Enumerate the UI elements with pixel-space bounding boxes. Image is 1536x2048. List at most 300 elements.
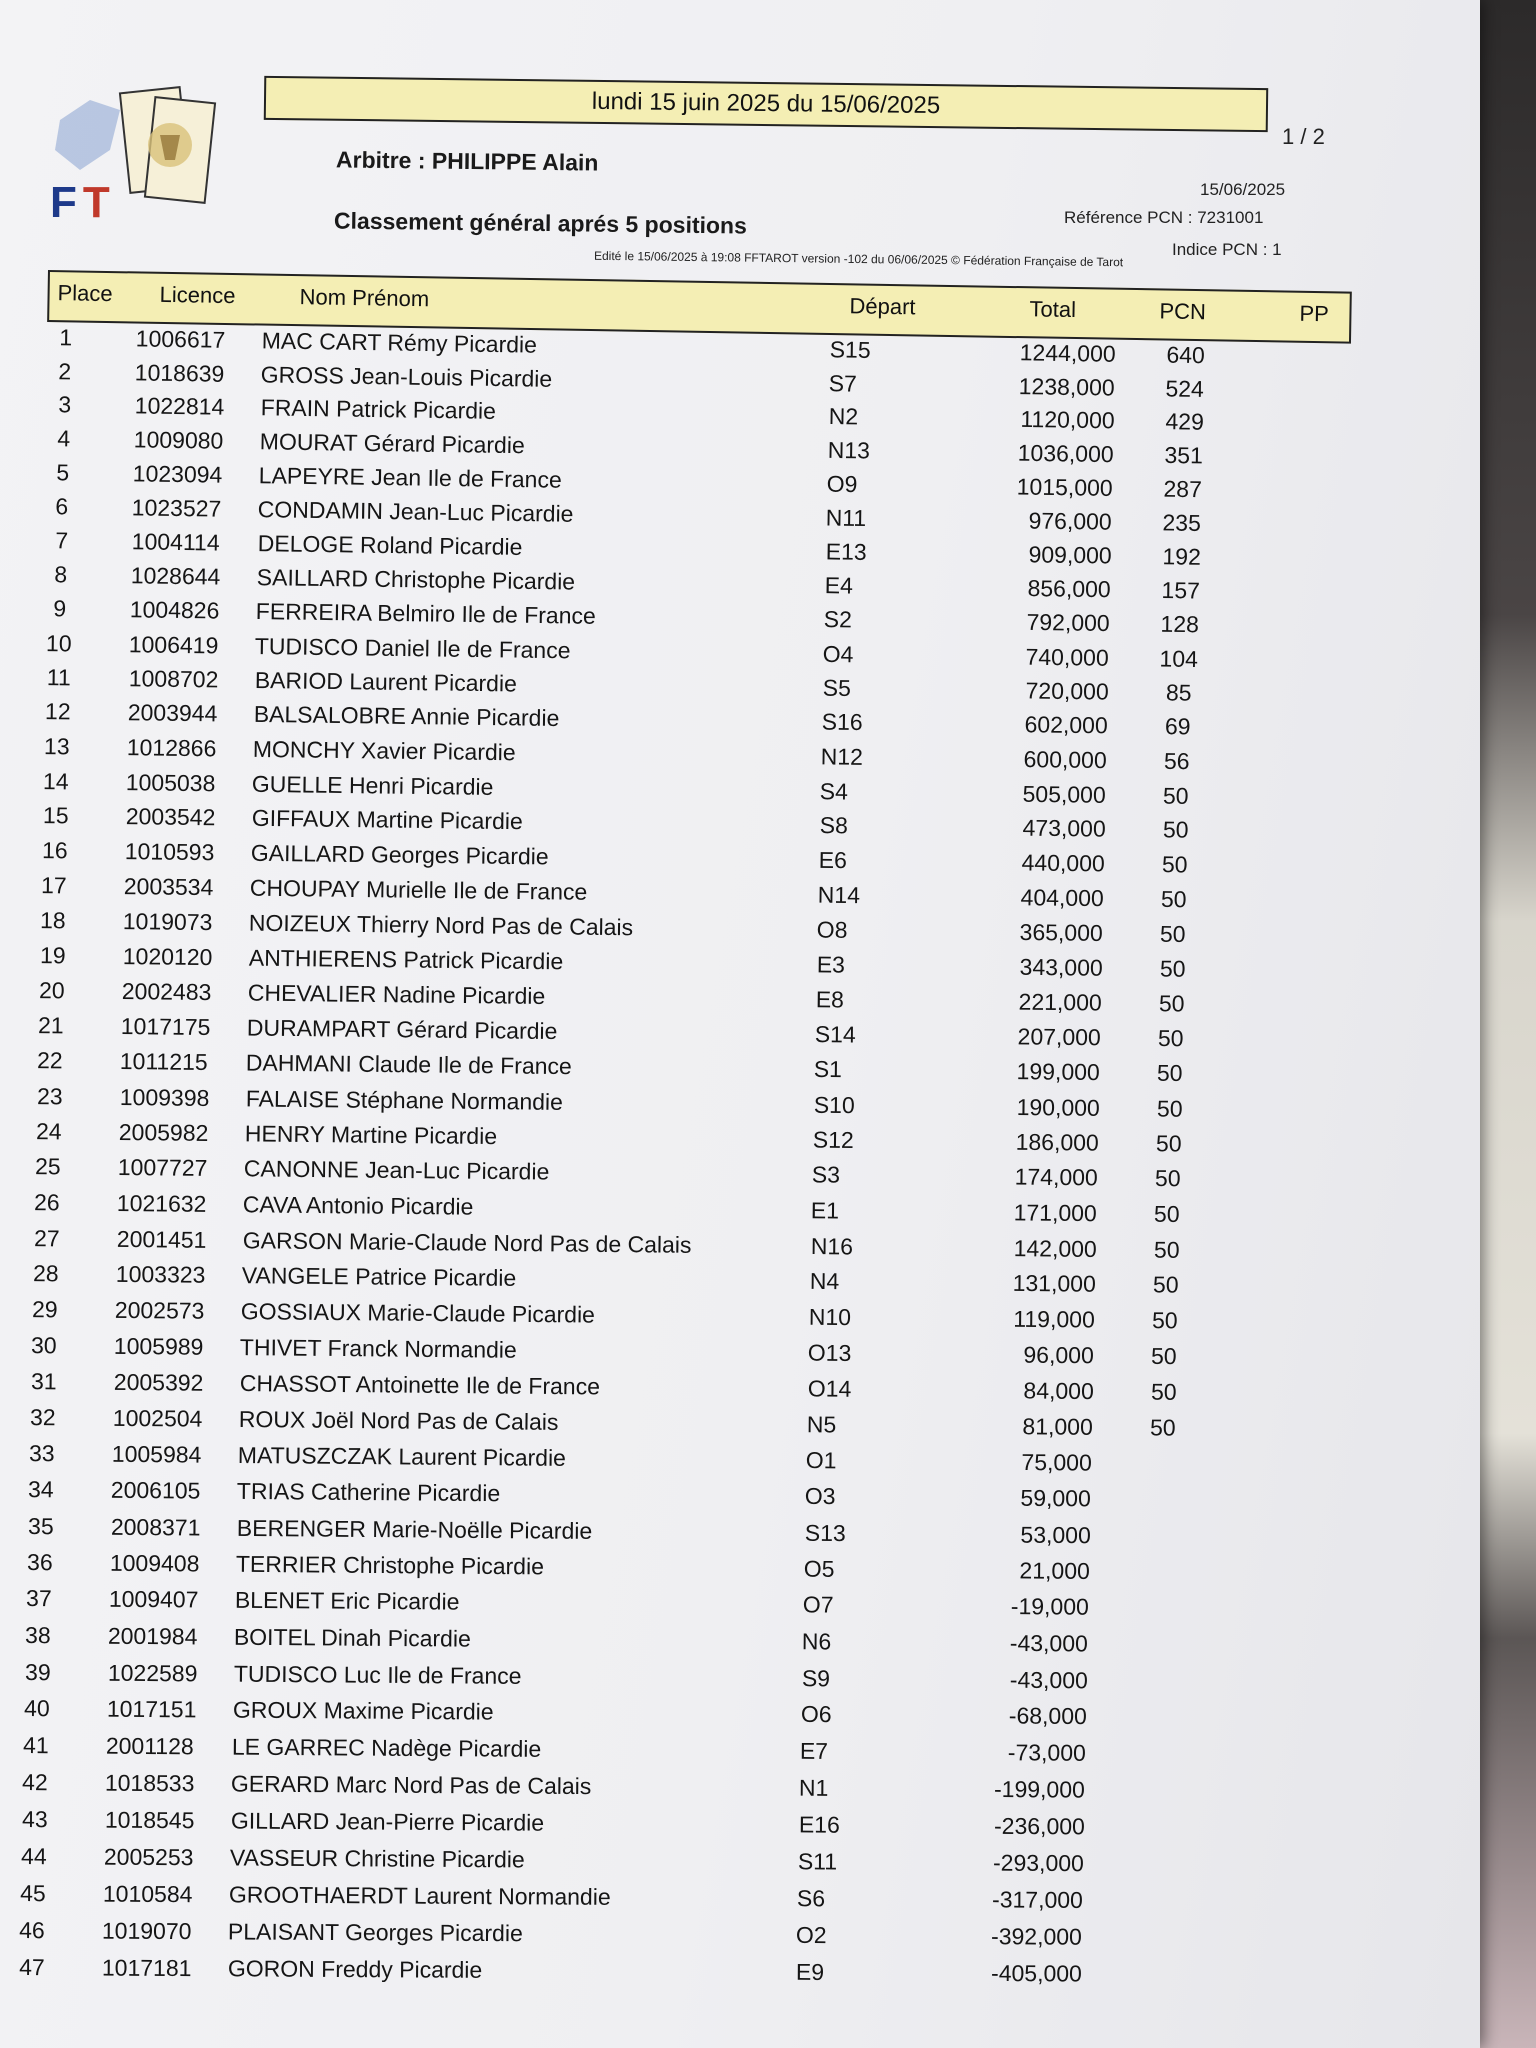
cell-total: 404,000 [1020, 884, 1104, 912]
cell-place: 18 [40, 906, 67, 934]
cell-total: -236,000 [993, 1812, 1085, 1840]
cell-place: 9 [53, 595, 67, 622]
cell-depart: E16 [798, 1811, 840, 1838]
cell-depart: S2 [823, 606, 853, 633]
classement-heading: Classement général aprés 5 positions [333, 207, 748, 239]
cell-licence: 2005253 [103, 1843, 194, 1870]
cell-pcn [1115, 1777, 1195, 1778]
cell-licence: 1019073 [122, 907, 213, 935]
table-row [17, 1695, 1257, 1734]
cell-nom: NOIZEUX Thierry Nord Pas de Calais [248, 909, 634, 941]
cell-depart: S15 [829, 336, 871, 363]
cell-licence: 1004826 [129, 596, 220, 624]
cell-place: 42 [22, 1768, 49, 1796]
cell-pcn: 235 [1162, 509, 1202, 536]
cell-depart: S12 [812, 1126, 854, 1153]
cell-nom: GERARD Marc Nord Pas de Calais [231, 1770, 592, 1799]
cell-pcn [1117, 1704, 1197, 1705]
cell-depart: N14 [817, 881, 861, 909]
table-row [13, 1880, 1253, 1918]
cell-depart: N10 [808, 1303, 852, 1331]
cell-licence: 1012866 [126, 734, 217, 762]
cell-total: -405,000 [990, 1960, 1082, 1987]
cell-pcn: 287 [1163, 475, 1203, 503]
logo-text: FT [50, 178, 116, 227]
column-header-nom: Nom Prénom [299, 284, 430, 312]
cell-total: 909,000 [1027, 541, 1112, 569]
cell-licence: 2003534 [123, 872, 214, 901]
cell-licence: 1022814 [134, 392, 225, 421]
cell-total: 174,000 [1014, 1163, 1098, 1191]
cell-licence: 1017175 [120, 1013, 211, 1041]
cell-licence: 1017151 [106, 1695, 197, 1723]
cell-pcn: 104 [1159, 645, 1199, 672]
cell-total: 473,000 [1021, 814, 1106, 842]
cell-licence: 2001984 [108, 1622, 198, 1650]
edition-note: Edité le 15/06/2025 à 19:08 FFTAROT version -102 du 06/06/2025 © Fédération Française de Tarot [593, 248, 1124, 270]
cell-depart: N11 [825, 504, 867, 532]
cell-total: 221,000 [1018, 988, 1102, 1016]
cell-place: 33 [28, 1440, 55, 1467]
cell-pcn [1118, 1631, 1198, 1632]
cell-nom: MONCHY Xavier Picardie [252, 735, 516, 766]
cell-depart: N1 [799, 1774, 829, 1801]
cell-pcn: 50 [1158, 990, 1185, 1017]
table-row [21, 1476, 1261, 1517]
cell-place: 17 [40, 871, 67, 899]
cell-pcn [1114, 1850, 1194, 1851]
table-row [17, 1659, 1257, 1699]
cell-place: 36 [26, 1549, 53, 1576]
cell-total: 84,000 [1022, 1377, 1094, 1405]
cell-licence: 1010593 [124, 838, 215, 866]
cell-licence: 1006617 [135, 325, 226, 353]
cell-total: 186,000 [1015, 1128, 1099, 1156]
cell-total: 976,000 [1028, 507, 1113, 535]
cell-pcn: 50 [1161, 851, 1188, 878]
cell-pcn: 50 [1157, 1059, 1183, 1087]
cell-place: 21 [37, 1012, 64, 1039]
cell-depart: O9 [826, 470, 858, 498]
cell-pcn: 50 [1150, 1378, 1177, 1405]
cell-licence: 1018533 [105, 1769, 195, 1797]
cell-total: -68,000 [1008, 1702, 1087, 1730]
cell-pcn: 50 [1157, 1024, 1184, 1052]
cell-depart: S8 [819, 812, 848, 839]
table-row [25, 1260, 1265, 1302]
cell-depart: O14 [807, 1375, 851, 1402]
cell-licence: 2005392 [113, 1368, 204, 1396]
cell-pcn: 50 [1154, 1200, 1180, 1228]
table-row [15, 1769, 1255, 1808]
cell-depart: S13 [804, 1519, 846, 1546]
cell-place: 19 [39, 941, 66, 969]
cell-licence: 2001128 [105, 1732, 194, 1760]
cell-licence: 1004114 [131, 528, 220, 556]
cell-place: 27 [33, 1224, 60, 1251]
cell-place: 39 [24, 1658, 51, 1685]
cell-total: 1036,000 [1017, 439, 1114, 468]
cell-total: 190,000 [1016, 1093, 1100, 1121]
cell-total: -43,000 [1009, 1629, 1089, 1657]
cell-total: 171,000 [1013, 1199, 1098, 1227]
table-row [22, 1404, 1262, 1445]
cell-pcn: 50 [1153, 1236, 1180, 1263]
cell-nom: CHASSOT Antoinette Ile de France [239, 1370, 600, 1400]
table-row [11, 1954, 1251, 1992]
cell-nom: BOITEL Dinah Picardie [234, 1623, 472, 1652]
table-row [14, 1806, 1254, 1845]
cell-licence: 2005982 [118, 1118, 209, 1146]
cell-nom: CHOUPAY Murielle Ile de France [249, 874, 588, 905]
cell-licence: 1021632 [116, 1189, 207, 1217]
cell-nom: TERRIER Christophe Picardie [235, 1550, 544, 1580]
cell-depart: E4 [824, 572, 853, 599]
cell-nom: CHEVALIER Nadine Picardie [247, 979, 546, 1009]
cell-place: 6 [55, 493, 69, 520]
cell-pcn: 524 [1165, 374, 1205, 402]
arbitre-label: Arbitre : PHILIPPE Alain [335, 146, 599, 176]
cell-pcn: 50 [1163, 782, 1189, 809]
cell-total: 142,000 [1013, 1234, 1097, 1262]
cell-depart: N12 [820, 743, 864, 770]
cell-total: 1238,000 [1018, 372, 1116, 401]
cell-depart: E7 [799, 1737, 829, 1764]
cell-pcn: 50 [1151, 1342, 1177, 1370]
cell-pcn: 50 [1160, 920, 1186, 947]
cell-nom: GROSS Jean-Louis Picardie [260, 360, 553, 392]
column-header-place: Place [57, 280, 113, 307]
cell-nom: DAHMANI Claude Ile de France [245, 1049, 573, 1080]
cell-depart: O6 [800, 1701, 832, 1728]
cell-depart: O7 [802, 1591, 834, 1619]
report-title: lundi 15 juin 2025 du 15/06/2025 [264, 76, 1268, 132]
cell-nom: HENRY Martine Picardie [244, 1120, 497, 1150]
cell-total: -317,000 [991, 1886, 1083, 1913]
cell-nom: MATUSZCZAK Laurent Picardie [237, 1442, 567, 1472]
cell-depart: S16 [821, 708, 863, 736]
cell-pcn: 157 [1161, 577, 1200, 604]
cell-depart: S9 [801, 1664, 830, 1691]
cell-place: 11 [46, 664, 71, 691]
cell-place: 26 [34, 1189, 61, 1216]
cell-nom: CAVA Antonio Picardie [242, 1191, 474, 1220]
cell-licence: 1023527 [131, 494, 222, 522]
cell-place: 35 [27, 1512, 54, 1539]
cell-total: 75,000 [1021, 1449, 1092, 1476]
cell-total: -19,000 [1010, 1593, 1089, 1621]
table-row [19, 1585, 1259, 1625]
cell-total: 343,000 [1018, 953, 1103, 981]
cell-total: -73,000 [1007, 1739, 1086, 1766]
cell-pcn: 50 [1151, 1307, 1178, 1334]
cell-nom: BLENET Eric Picardie [234, 1587, 460, 1616]
cell-nom: CANONNE Jean-Luc Picardie [243, 1155, 550, 1186]
cell-total: 207,000 [1017, 1023, 1101, 1051]
cell-licence: 1007727 [117, 1154, 208, 1182]
cell-pcn: 50 [1162, 816, 1189, 843]
page-number: 1 / 2 [1282, 124, 1325, 149]
cell-place: 7 [54, 527, 68, 554]
cell-pcn: 50 [1155, 1130, 1182, 1157]
cell-total: 365,000 [1019, 918, 1104, 946]
cell-nom: GROOTHAERDT Laurent Normandie [228, 1881, 611, 1910]
cell-nom: BARIOD Laurent Picardie [254, 666, 517, 697]
cell-total: 53,000 [1019, 1521, 1091, 1548]
cell-depart: N4 [809, 1268, 840, 1295]
cell-pcn [1122, 1450, 1202, 1451]
cell-pcn: 351 [1164, 442, 1203, 469]
cell-depart: O3 [804, 1483, 836, 1510]
cell-licence: 1005984 [111, 1440, 202, 1468]
reference-pcn: Référence PCN : 7231001 [1064, 208, 1264, 227]
cell-total: 740,000 [1025, 643, 1110, 671]
cell-licence: 1009407 [108, 1586, 199, 1613]
cell-place: 13 [43, 733, 70, 760]
cell-licence: 1005989 [113, 1332, 204, 1360]
cell-nom: GIFFAUX Martine Picardie [251, 804, 523, 835]
cell-pcn [1113, 1887, 1193, 1888]
cell-place: 45 [20, 1879, 46, 1907]
cell-licence: 2008371 [110, 1513, 201, 1541]
cell-total: 600,000 [1023, 745, 1107, 774]
cell-depart: S4 [819, 777, 849, 805]
cell-depart: N6 [802, 1628, 832, 1655]
cell-licence: 2006105 [111, 1477, 201, 1504]
cell-place: 34 [28, 1476, 55, 1503]
cell-nom: GOSSIAUX Marie-Claude Picardie [240, 1298, 596, 1328]
column-header-depart: Départ [849, 293, 916, 320]
table-row [20, 1513, 1260, 1554]
column-header-licence: Licence [159, 281, 236, 309]
cell-licence: 1003323 [115, 1261, 206, 1289]
cell-nom: TRIAS Catherine Picardie [237, 1478, 501, 1507]
cell-total: -293,000 [992, 1849, 1084, 1876]
table-row [18, 1622, 1258, 1662]
cell-pcn [1120, 1522, 1200, 1523]
cell-licence: 1009398 [119, 1083, 210, 1111]
cell-total: 792,000 [1026, 609, 1110, 637]
cell-nom: MAC CART Rémy Picardie [261, 327, 538, 358]
cell-nom: DURAMPART Gérard Picardie [246, 1014, 558, 1045]
cell-pcn: 50 [1160, 885, 1187, 913]
cell-nom: GILLARD Jean-Pierre Picardie [230, 1807, 544, 1836]
cell-pcn: 50 [1159, 955, 1186, 982]
cell-depart: S10 [813, 1091, 855, 1118]
cell-place: 8 [53, 561, 68, 588]
cell-licence: 1020120 [122, 942, 213, 970]
cell-place: 41 [23, 1732, 49, 1759]
column-header-pp: PP [1299, 300, 1330, 327]
cell-depart: N2 [828, 403, 858, 430]
cell-total: 199,000 [1016, 1058, 1101, 1086]
cell-place: 4 [56, 425, 71, 452]
cell-total: 81,000 [1022, 1413, 1093, 1440]
cell-depart: S5 [822, 674, 851, 702]
cell-place: 12 [44, 698, 71, 725]
cell-depart: S11 [797, 1848, 837, 1875]
cell-total: 131,000 [1012, 1270, 1096, 1298]
report-date: 15/06/2025 [1200, 180, 1286, 199]
cell-place: 29 [31, 1296, 58, 1323]
cell-pcn: 640 [1166, 341, 1206, 369]
cell-pcn [1121, 1486, 1201, 1487]
cell-place: 3 [57, 391, 71, 418]
cell-licence: 2002483 [121, 977, 212, 1005]
cell-place: 23 [36, 1082, 63, 1109]
cell-nom: TUDISCO Luc Ile de France [233, 1660, 522, 1689]
cell-total: 1244,000 [1019, 339, 1116, 367]
table-row [25, 1296, 1265, 1338]
cell-place: 47 [18, 1954, 45, 1981]
cell-place: 1 [59, 324, 73, 351]
cell-place: 31 [30, 1368, 57, 1395]
cell-licence: 1017181 [101, 1954, 192, 1982]
cell-place: 15 [42, 802, 69, 829]
cell-total: 96,000 [1023, 1341, 1095, 1369]
cell-pcn [1117, 1667, 1197, 1668]
cell-pcn: 50 [1156, 1095, 1183, 1122]
cell-place: 37 [25, 1585, 52, 1612]
cell-licence: 1010584 [102, 1880, 193, 1907]
cell-pcn: 85 [1165, 679, 1192, 706]
cell-nom: TUDISCO Daniel Ile de France [254, 632, 571, 663]
cell-place: 32 [29, 1404, 56, 1431]
cell-total: 1015,000 [1016, 473, 1113, 501]
cell-total: 440,000 [1021, 849, 1105, 877]
cell-total: 1120,000 [1019, 406, 1115, 434]
cell-depart: N5 [806, 1411, 837, 1438]
cell-total: 856,000 [1027, 575, 1111, 603]
cell-place: 28 [32, 1260, 59, 1287]
cell-place: 14 [43, 767, 70, 794]
cell-total: -43,000 [1009, 1666, 1088, 1693]
cell-nom: LAPEYRE Jean Ile de France [258, 462, 562, 493]
cell-licence: 1019070 [102, 1917, 192, 1945]
cell-depart: E13 [825, 538, 867, 565]
cell-nom: BALSALOBRE Annie Picardie [253, 701, 560, 732]
cell-depart: E1 [810, 1197, 840, 1224]
cell-depart: S1 [813, 1056, 843, 1083]
table-row [27, 1189, 1267, 1232]
cell-nom: PLAISANT Georges Picardie [228, 1918, 524, 1947]
cell-depart: N13 [827, 436, 870, 464]
cell-nom: GUELLE Henri Picardie [251, 770, 494, 800]
cell-depart: O13 [807, 1339, 852, 1367]
cell-total: 720,000 [1024, 677, 1109, 705]
table-row [22, 1440, 1262, 1481]
cell-nom: FRAIN Patrick Picardie [260, 394, 496, 425]
cell-pcn: 69 [1164, 713, 1191, 740]
cell-place: 22 [37, 1047, 64, 1074]
cell-pcn: 50 [1152, 1271, 1179, 1298]
cell-licence: 1011215 [119, 1048, 209, 1076]
cell-place: 16 [41, 837, 68, 864]
cell-licence: 1008702 [128, 665, 219, 693]
cell-depart: E3 [816, 951, 845, 978]
cell-total: -199,000 [994, 1775, 1086, 1803]
cell-licence: 1018545 [104, 1806, 195, 1833]
cell-licence: 1018639 [134, 359, 225, 387]
cell-nom: DELOGE Roland Picardie [257, 530, 523, 560]
cell-place: 46 [19, 1917, 46, 1944]
cell-licence: 1002504 [112, 1404, 203, 1432]
cell-total: 602,000 [1024, 711, 1108, 739]
cell-licence: 1022589 [107, 1659, 198, 1686]
cell-pcn: 128 [1160, 611, 1200, 638]
cell-depart: E8 [815, 986, 844, 1013]
cell-nom: GARSON Marie-Claude Nord Pas de Calais [242, 1226, 692, 1258]
column-header-pcn: PCN [1159, 298, 1207, 325]
cell-nom: SAILLARD Christophe Picardie [256, 564, 576, 595]
cell-place: 30 [31, 1332, 58, 1359]
cell-nom: GORON Freddy Picardie [227, 1955, 482, 1984]
cell-nom: GROUX Maxime Picardie [232, 1696, 494, 1725]
cell-place: 25 [34, 1153, 61, 1180]
cell-licence: 1005038 [125, 768, 216, 796]
cell-place: 5 [56, 459, 70, 486]
cell-pcn [1112, 1924, 1192, 1925]
cell-depart: O5 [803, 1555, 835, 1582]
cell-depart: S14 [814, 1021, 856, 1048]
cell-nom: GAILLARD Georges Picardie [250, 839, 549, 870]
cell-nom: ANTHIERENS Patrick Picardie [248, 944, 563, 975]
cell-pcn [1114, 1813, 1194, 1814]
cell-depart: S7 [828, 369, 858, 397]
cell-licence: 2001451 [116, 1225, 207, 1253]
table-row [16, 1732, 1256, 1771]
table-row [12, 1917, 1252, 1955]
cell-pcn [1116, 1740, 1196, 1741]
cell-place: 43 [21, 1805, 48, 1832]
cell-total: -392,000 [991, 1923, 1083, 1950]
cell-nom: ROUX Joël Nord Pas de Calais [238, 1406, 559, 1435]
cell-nom: FALAISE Stéphane Normandie [245, 1084, 563, 1115]
cell-depart: S3 [811, 1161, 841, 1189]
indice-pcn: Indice PCN : 1 [1172, 240, 1282, 259]
cell-licence: 1023094 [132, 460, 223, 488]
cell-licence: 1028644 [130, 562, 221, 590]
cell-depart: S6 [796, 1884, 826, 1912]
cell-total: 21,000 [1019, 1557, 1090, 1584]
cell-depart: E6 [818, 846, 847, 874]
cell-place: 20 [38, 976, 65, 1004]
cell-pcn: 192 [1161, 543, 1201, 570]
cell-licence: 2003542 [125, 803, 216, 831]
cell-pcn: 56 [1163, 747, 1190, 775]
cell-nom: FERREIRA Belmiro Ile de France [255, 598, 596, 630]
cell-nom: BERENGER Marie-Noëlle Picardie [236, 1514, 592, 1544]
cell-pcn [1120, 1558, 1200, 1559]
table-row [14, 1843, 1254, 1881]
cell-pcn [1119, 1594, 1199, 1595]
cell-depart: O8 [816, 916, 848, 943]
cell-depart: O4 [822, 640, 854, 667]
cell-licence: 2003944 [127, 699, 218, 727]
cell-place: 24 [35, 1118, 62, 1145]
cell-licence: 1009080 [133, 426, 224, 454]
cell-nom: CONDAMIN Jean-Luc Picardie [257, 496, 574, 527]
cell-total: 59,000 [1020, 1485, 1092, 1512]
cell-depart: O2 [796, 1921, 827, 1949]
cell-licence: 1006419 [128, 630, 219, 659]
cell-pcn: 50 [1154, 1165, 1181, 1192]
cell-place: 40 [23, 1695, 50, 1722]
cell-nom: VASSEUR Christine Picardie [229, 1844, 525, 1873]
cell-licence: 1009408 [109, 1549, 200, 1577]
cell-pcn: 429 [1164, 408, 1204, 436]
cell-depart: E9 [795, 1958, 824, 1986]
